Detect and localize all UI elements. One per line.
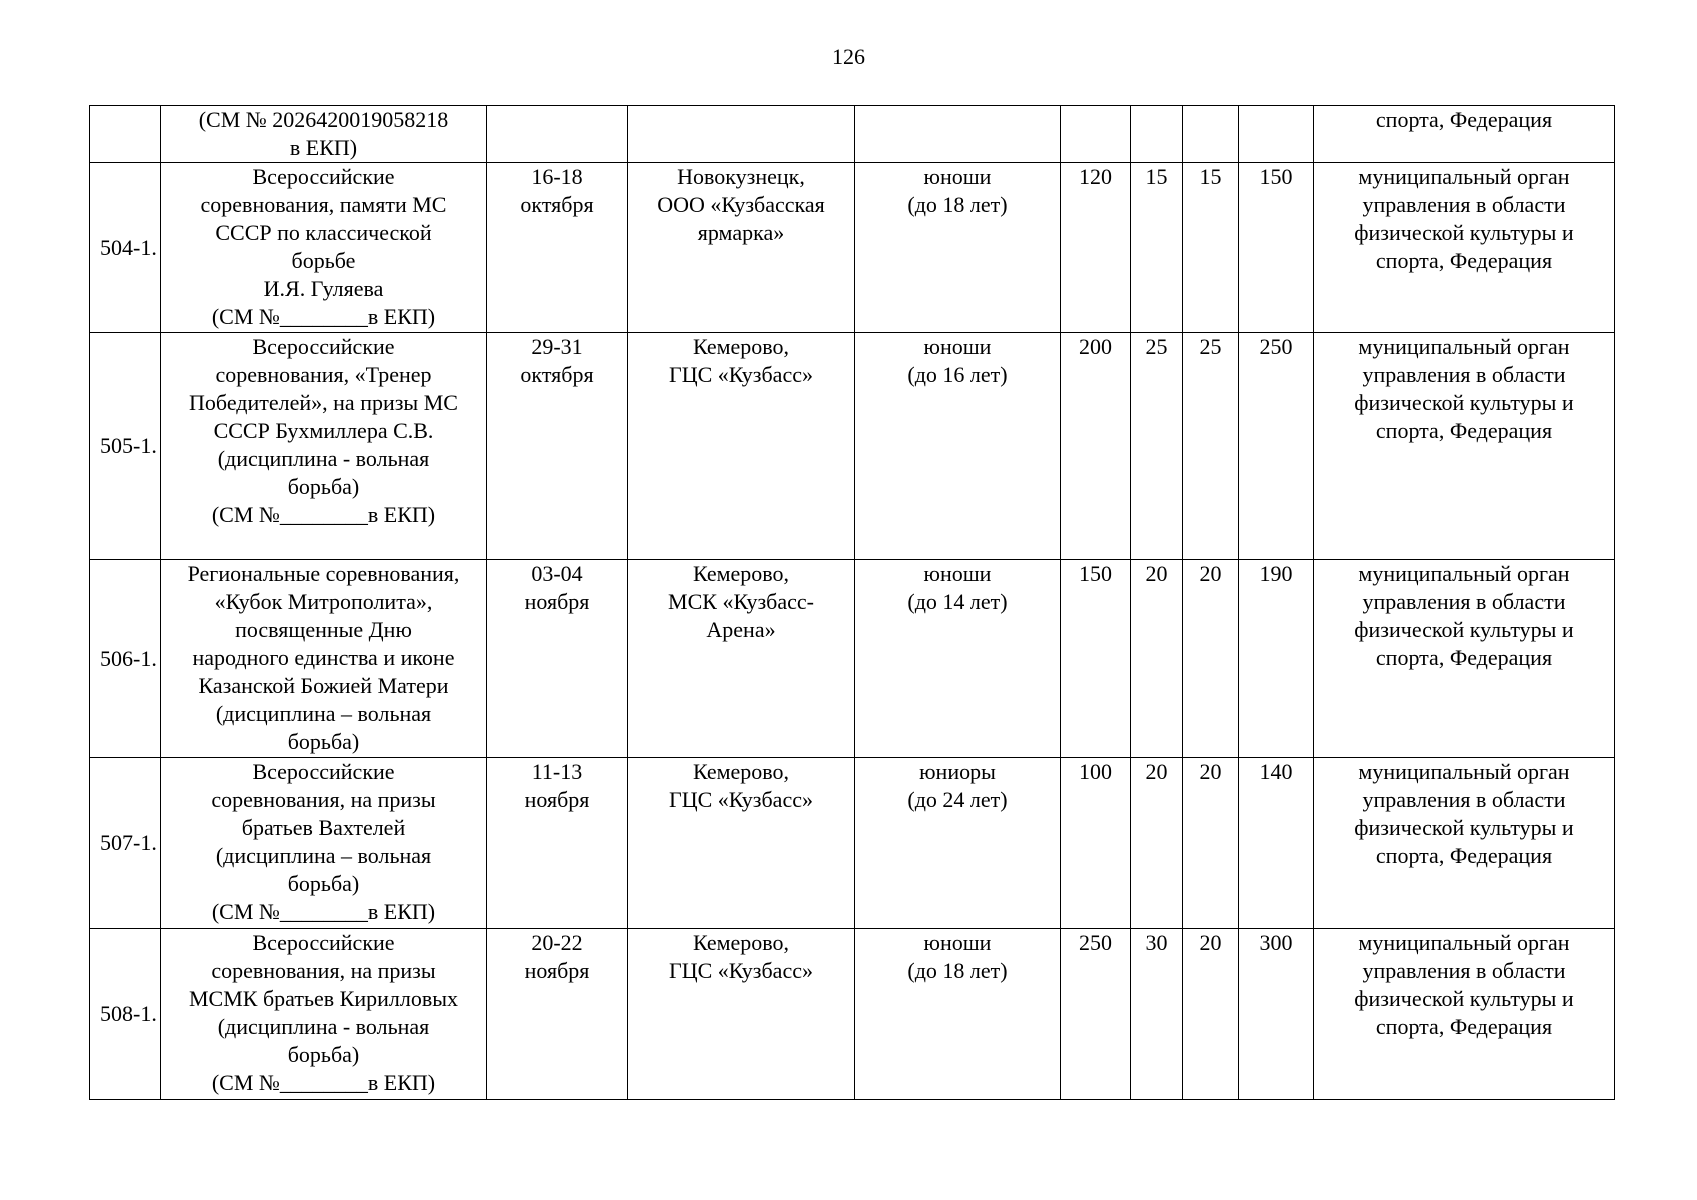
organizer-cell-line: спорта, Федерация bbox=[1375, 107, 1553, 132]
dates-cell-line: ноября bbox=[524, 787, 590, 812]
total-cell: 250 bbox=[1239, 333, 1314, 560]
count-cell-1: 100 bbox=[1061, 758, 1131, 929]
organizer-cell-line: муниципальный орган bbox=[1358, 930, 1570, 955]
dates-cell bbox=[487, 163, 628, 333]
participants-cell-line: юноши bbox=[923, 930, 992, 955]
dates-cell-line: ноября bbox=[524, 589, 590, 614]
table-row bbox=[90, 106, 1615, 163]
venue-cell bbox=[628, 106, 855, 163]
participants-cell bbox=[855, 758, 1061, 929]
row-number-cell: 504-1. bbox=[90, 163, 161, 333]
organizer-cell bbox=[1314, 929, 1615, 1100]
organizer-cell-line: муниципальный орган bbox=[1358, 759, 1570, 784]
participants-cell-line: юноши bbox=[923, 334, 992, 359]
venue-cell-line: ООО «Кузбасская bbox=[657, 192, 825, 217]
organizer-cell bbox=[1314, 163, 1615, 333]
row-number-cell: 506-1. bbox=[90, 560, 161, 758]
organizer-cell-line: физической культуры и bbox=[1354, 815, 1574, 840]
event-name-cell-line: Всероссийские bbox=[252, 930, 395, 955]
count-cell-2: 30 bbox=[1131, 929, 1183, 1100]
dates-cell bbox=[487, 560, 628, 758]
venue-cell-line: Кемерово, bbox=[692, 334, 790, 359]
event-name-cell-line: Казанской Божией Матери bbox=[198, 673, 449, 698]
participants-cell bbox=[855, 163, 1061, 333]
count-cell-1: 120 bbox=[1061, 163, 1131, 333]
event-name-cell-line: Региональные соревнования, bbox=[187, 561, 460, 586]
event-name-cell-line: борьба) bbox=[287, 474, 360, 499]
row-number-cell: 505-1. bbox=[90, 333, 161, 560]
row-number-cell: 507-1. bbox=[90, 758, 161, 929]
participants-cell-line: (до 18 лет) bbox=[907, 958, 1008, 983]
organizer-cell-line: управления в области bbox=[1362, 362, 1566, 387]
total-cell: 300 bbox=[1239, 929, 1314, 1100]
organizer-cell-line: управления в области bbox=[1362, 192, 1566, 217]
event-name-cell bbox=[161, 163, 487, 333]
event-name-cell-line: (СМ № 2026420019058218 bbox=[198, 107, 449, 132]
row-number-cell bbox=[90, 106, 161, 163]
venue-cell-line: Кемерово, bbox=[692, 561, 790, 586]
count-cell-2: 15 bbox=[1131, 163, 1183, 333]
count-cell-3 bbox=[1183, 106, 1239, 163]
dates-cell bbox=[487, 929, 628, 1100]
total-cell: 140 bbox=[1239, 758, 1314, 929]
event-name-cell-line: СССР Бухмиллера С.В. bbox=[213, 418, 434, 443]
event-name-cell-line: И.Я. Гуляева bbox=[263, 276, 384, 301]
event-name-cell-line: борьба) bbox=[287, 871, 360, 896]
event-name-cell bbox=[161, 560, 487, 758]
venue-cell-line: МСК «Кузбасс- bbox=[668, 589, 814, 614]
table-row bbox=[90, 929, 1615, 1100]
table-row bbox=[90, 163, 1615, 333]
venue-cell-line: Кемерово, bbox=[692, 930, 790, 955]
organizer-cell-line: спорта, Федерация bbox=[1375, 1014, 1553, 1039]
total-cell: 190 bbox=[1239, 560, 1314, 758]
event-name-cell-line: «Кубок Митрополита», bbox=[214, 589, 433, 614]
table-row bbox=[90, 758, 1615, 929]
venue-cell bbox=[628, 163, 855, 333]
dates-cell-line: 20-22 bbox=[531, 930, 583, 955]
venue-cell-line: Арена» bbox=[706, 617, 776, 642]
event-name-cell-line: СССР по классической bbox=[215, 220, 432, 245]
organizer-cell-line: управления в области bbox=[1362, 958, 1566, 983]
event-name-cell-line: (дисциплина – вольная bbox=[215, 701, 432, 726]
organizer-cell-line: физической культуры и bbox=[1354, 986, 1574, 1011]
count-cell-1 bbox=[1061, 106, 1131, 163]
venue-cell-line: ярмарка» bbox=[697, 220, 785, 245]
organizer-cell bbox=[1314, 560, 1615, 758]
table-row bbox=[90, 560, 1615, 758]
organizer-cell bbox=[1314, 106, 1615, 163]
participants-cell bbox=[855, 929, 1061, 1100]
participants-cell bbox=[855, 106, 1061, 163]
dates-cell-line: 11-13 bbox=[531, 759, 583, 784]
count-cell-2: 20 bbox=[1131, 560, 1183, 758]
events-table bbox=[89, 105, 1615, 1100]
event-name-cell-line: (СМ №________в ЕКП) bbox=[211, 1070, 436, 1095]
participants-cell-line: юниоры bbox=[919, 759, 996, 784]
venue-cell bbox=[628, 758, 855, 929]
dates-cell-line: 03-04 bbox=[531, 561, 583, 586]
count-cell-3: 20 bbox=[1183, 560, 1239, 758]
participants-cell-line: юноши bbox=[923, 561, 992, 586]
event-name-cell-line: Всероссийские bbox=[252, 759, 395, 784]
venue-cell bbox=[628, 560, 855, 758]
event-name-cell-line: Победителей», на призы МС bbox=[189, 390, 458, 415]
count-cell-3: 25 bbox=[1183, 333, 1239, 560]
organizer-cell-line: спорта, Федерация bbox=[1375, 645, 1553, 670]
organizer-cell-line: управления в области bbox=[1362, 787, 1566, 812]
event-name-cell-line: (СМ №________в ЕКП) bbox=[211, 899, 436, 924]
organizer-cell-line: управления в области bbox=[1362, 589, 1566, 614]
organizer-cell-line: спорта, Федерация bbox=[1375, 418, 1553, 443]
page-number: 126 bbox=[832, 44, 865, 69]
event-name-cell-line: (дисциплина – вольная bbox=[215, 843, 432, 868]
organizer-cell-line: физической культуры и bbox=[1354, 390, 1574, 415]
organizer-cell-line: физической культуры и bbox=[1354, 220, 1574, 245]
organizer-cell bbox=[1314, 333, 1615, 560]
event-name-cell-line: соревнования, памяти МС bbox=[200, 192, 447, 217]
participants-cell-line: (до 24 лет) bbox=[907, 787, 1008, 812]
event-name-cell-line: посвященные Дню bbox=[235, 617, 412, 642]
venue-cell-line: ГЦС «Кузбасс» bbox=[669, 787, 813, 812]
participants-cell bbox=[855, 560, 1061, 758]
row-number-cell: 508-1. bbox=[90, 929, 161, 1100]
event-name-cell-line: МСМК братьев Кирилловых bbox=[188, 986, 458, 1011]
event-name-cell-line: соревнования, на призы bbox=[211, 958, 436, 983]
event-name-cell-line: соревнования, на призы bbox=[211, 787, 436, 812]
event-name-cell-line: Всероссийские bbox=[252, 164, 395, 189]
venue-cell bbox=[628, 929, 855, 1100]
participants-cell bbox=[855, 333, 1061, 560]
venue-cell-line: ГЦС «Кузбасс» bbox=[669, 362, 813, 387]
event-name-cell bbox=[161, 106, 487, 163]
organizer-cell-line: муниципальный орган bbox=[1358, 561, 1570, 586]
venue-cell-line: Кемерово, bbox=[692, 759, 790, 784]
organizer-cell-line: спорта, Федерация bbox=[1375, 843, 1553, 868]
event-name-cell-line: борьба) bbox=[287, 729, 360, 754]
dates-cell-line: 29-31 bbox=[531, 334, 583, 359]
dates-cell-line: октября bbox=[520, 192, 594, 217]
total-cell: 150 bbox=[1239, 163, 1314, 333]
dates-cell bbox=[487, 333, 628, 560]
organizer-cell-line: муниципальный орган bbox=[1358, 334, 1570, 359]
count-cell-1: 250 bbox=[1061, 929, 1131, 1100]
dates-cell bbox=[487, 758, 628, 929]
event-name-cell-line: (дисциплина - вольная bbox=[217, 446, 430, 471]
venue-cell-line: ГЦС «Кузбасс» bbox=[669, 958, 813, 983]
count-cell-3: 20 bbox=[1183, 929, 1239, 1100]
dates-cell-line: ноября bbox=[524, 958, 590, 983]
count-cell-1: 200 bbox=[1061, 333, 1131, 560]
venue-cell bbox=[628, 333, 855, 560]
dates-cell bbox=[487, 106, 628, 163]
participants-cell-line: юноши bbox=[923, 164, 992, 189]
count-cell-3: 15 bbox=[1183, 163, 1239, 333]
participants-cell-line: (до 16 лет) bbox=[907, 362, 1008, 387]
event-name-cell-line: соревнования, «Тренер bbox=[215, 362, 432, 387]
count-cell-2: 20 bbox=[1131, 758, 1183, 929]
event-name-cell-line: борьба) bbox=[287, 1042, 360, 1067]
count-cell-1: 150 bbox=[1061, 560, 1131, 758]
table-row bbox=[90, 333, 1615, 560]
event-name-cell-line: братьев Вахтелей bbox=[241, 815, 406, 840]
organizer-cell-line: физической культуры и bbox=[1354, 617, 1574, 642]
event-name-cell-line: народного единства и иконе bbox=[192, 645, 455, 670]
event-name-cell-line: в ЕКП) bbox=[289, 135, 358, 160]
event-name-cell-line: (СМ №________в ЕКП) bbox=[211, 304, 436, 329]
event-name-cell bbox=[161, 929, 487, 1100]
event-name-cell-line: Всероссийские bbox=[252, 334, 395, 359]
participants-cell-line: (до 18 лет) bbox=[907, 192, 1008, 217]
count-cell-2: 25 bbox=[1131, 333, 1183, 560]
organizer-cell-line: спорта, Федерация bbox=[1375, 248, 1553, 273]
count-cell-2 bbox=[1131, 106, 1183, 163]
dates-cell-line: октября bbox=[520, 362, 594, 387]
participants-cell-line: (до 14 лет) bbox=[907, 589, 1008, 614]
organizer-cell-line: муниципальный орган bbox=[1358, 164, 1570, 189]
event-name-cell-line: борьбе bbox=[291, 248, 356, 273]
count-cell-3: 20 bbox=[1183, 758, 1239, 929]
organizer-cell bbox=[1314, 758, 1615, 929]
event-name-cell-line: (дисциплина - вольная bbox=[217, 1014, 430, 1039]
total-cell bbox=[1239, 106, 1314, 163]
venue-cell-line: Новокузнецк, bbox=[677, 164, 805, 189]
dates-cell-line: 16-18 bbox=[531, 164, 583, 189]
event-name-cell bbox=[161, 758, 487, 929]
event-name-cell-line: (СМ №________в ЕКП) bbox=[211, 502, 436, 527]
event-name-cell bbox=[161, 333, 487, 560]
